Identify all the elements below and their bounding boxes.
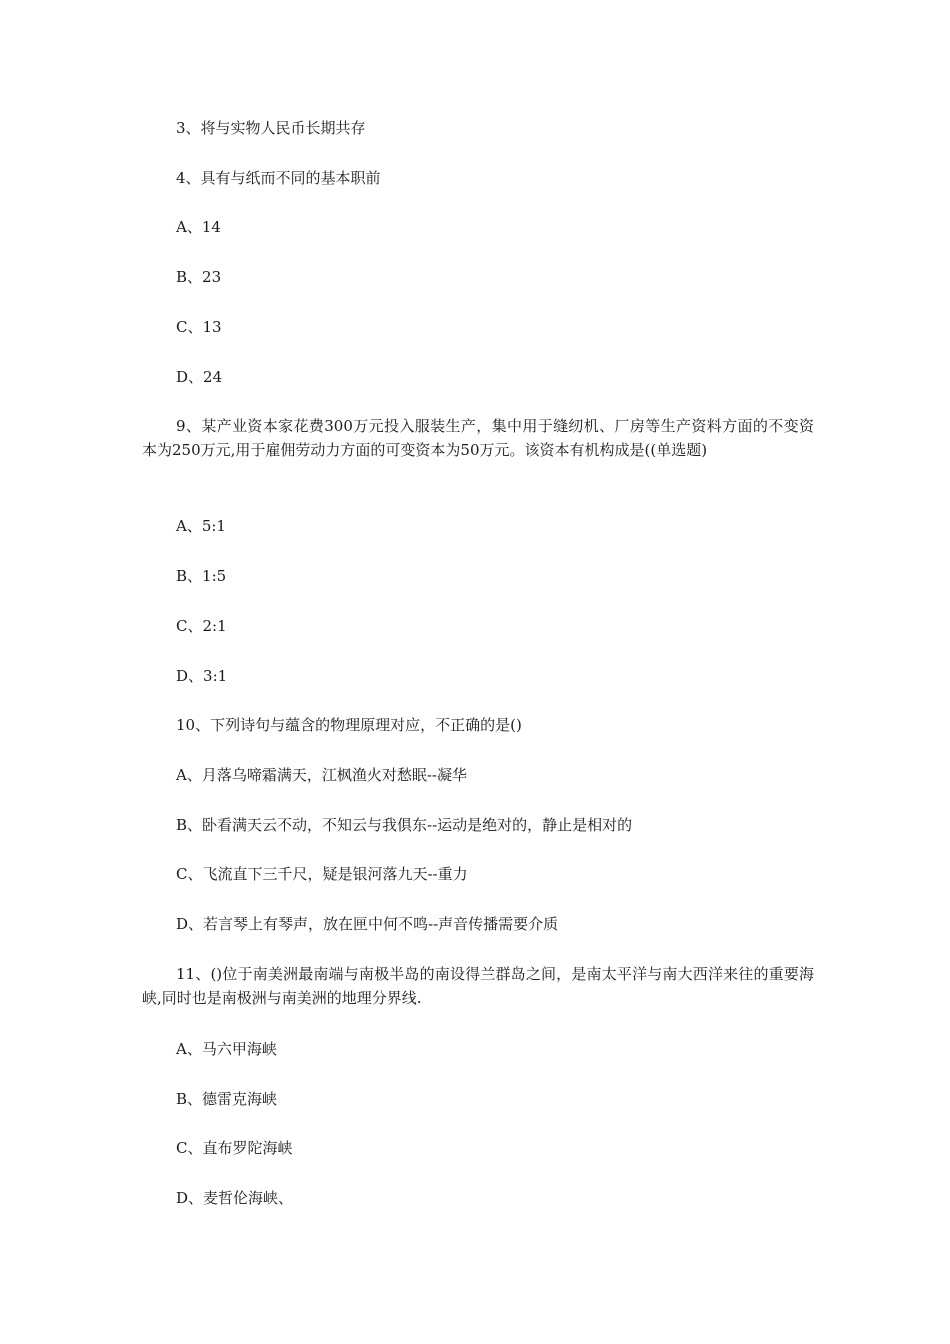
q11-option-a: A、马六甲海峡 [176,1040,277,1058]
q10-option-a: A、月落乌啼霜满天，江枫渔火对愁眠--凝华 [176,766,467,784]
item-4: 4、具有与纸而不同的基本职前 [176,169,381,187]
question-10: 10、下列诗句与蕴含的物理原理对应，不正确的是() [176,716,522,734]
q11-option-d: D、麦哲伦海峡、 [176,1189,294,1207]
q9-option-c: C、2:1 [176,617,227,635]
q11-option-b: B、德雷克海峡 [176,1090,278,1108]
q10-option-c: C、飞流直下三千尺，疑是银河落九天--重力 [176,865,468,883]
q10-option-b: B、卧看满天云不动，不知云与我俱东--运动是绝对的，静止是相对的 [176,816,633,834]
question-9: 9、某产业资本家花费300万元投入服装生产，集中用于缝纫机、厂房等生产资料方面的不变资本为250万元,用于雇佣劳动力方面的可变资本为50万元。该资本有机构成是((单选题) [142,417,814,459]
q8-option-b: B、23 [176,268,222,286]
item-3: 3、将与实物人民币长期共存 [176,119,366,137]
q9-option-d: D、3:1 [176,667,228,685]
q9-option-a: A、5:1 [176,517,226,535]
q8-option-d: D、24 [176,368,223,386]
question-11: 11、()位于南美洲最南端与南极半岛的南设得兰群岛之间，是南太平洋与南大西洋来往的重要海峡,同时也是南极洲与南美洲的地理分界线. [142,965,814,1007]
q8-option-a: A、14 [176,218,221,236]
q8-option-c: C、13 [176,318,222,336]
q9-option-b: B、1:5 [176,567,227,585]
q10-option-d: D、若言琴上有琴声，放在匣中何不鸣--声音传播需要介质 [176,915,559,933]
q11-option-c: C、直布罗陀海峡 [176,1139,293,1157]
